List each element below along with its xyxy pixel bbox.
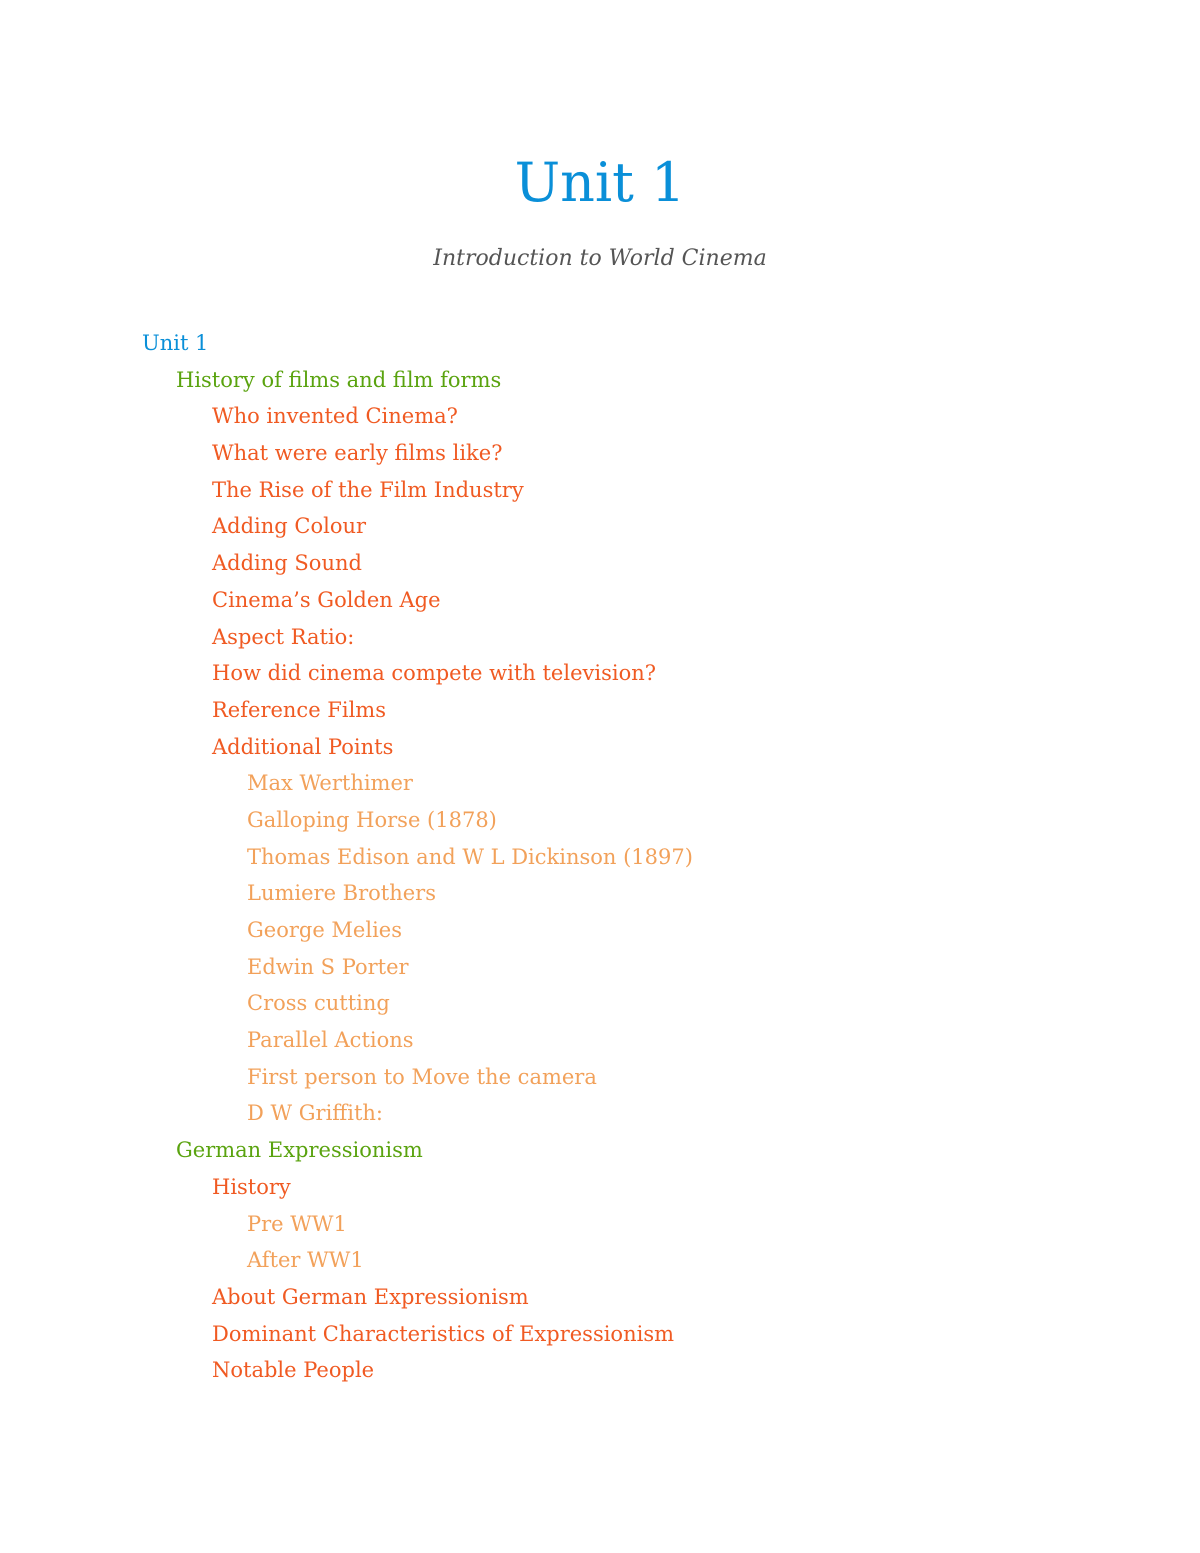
page-title: Unit 1 <box>514 151 686 214</box>
toc-entry-level-3[interactable]: Who invented Cinema? <box>212 404 458 429</box>
toc-entry-level-2[interactable]: History of films and film forms <box>176 367 502 392</box>
toc-entry-level-3[interactable]: Adding Colour <box>212 514 367 539</box>
toc-entry-level-4[interactable]: D W Griffith: <box>247 1101 383 1126</box>
toc-entry-level-1[interactable]: Unit 1 <box>142 331 209 355</box>
toc-entry-level-4[interactable]: After WW1 <box>247 1248 364 1273</box>
toc-entry-level-4[interactable]: First person to Move the camera <box>247 1064 597 1089</box>
toc-entry-level-4[interactable]: George Melies <box>247 918 402 942</box>
toc-entry-level-3[interactable]: Reference Films <box>212 697 386 722</box>
toc-entry-level-3[interactable]: What were early films like? <box>212 441 503 466</box>
toc-entry-level-3[interactable]: Cinema’s Golden Age <box>212 587 441 612</box>
toc-entry-level-3[interactable]: Additional Points <box>212 734 394 759</box>
toc-entry-level-2[interactable]: German Expressionism <box>176 1138 423 1163</box>
toc-entry-level-3[interactable]: Notable People <box>212 1358 375 1383</box>
toc-entry-level-3[interactable]: Adding Sound <box>212 551 362 576</box>
toc-entry-level-3[interactable]: Aspect Ratio: <box>212 624 355 649</box>
toc-entry-level-4[interactable]: Lumiere Brothers <box>247 881 436 906</box>
toc-entry-level-4[interactable]: Thomas Edison and W L Dickinson (1897) <box>247 844 693 869</box>
toc-entry-level-3[interactable]: About German Expressionism <box>212 1284 529 1309</box>
toc-entry-level-3[interactable]: The Rise of the Film Industry <box>212 477 524 502</box>
toc-entry-level-4[interactable]: Pre WW1 <box>247 1211 347 1236</box>
toc-entry-level-4[interactable]: Galloping Horse (1878) <box>247 807 497 832</box>
toc-entry-level-3[interactable]: How did cinema compete with television? <box>212 661 656 686</box>
toc-entry-level-4[interactable]: Max Werthimer <box>247 771 413 796</box>
toc-entry-level-4[interactable]: Edwin S Porter <box>247 954 409 979</box>
page-subtitle: Introduction to World Cinema <box>433 246 767 271</box>
table-of-contents <box>142 325 1142 1389</box>
toc-entry-level-4[interactable]: Cross cutting <box>247 991 390 1016</box>
toc-entry-level-4[interactable]: Parallel Actions <box>247 1028 414 1053</box>
toc-entry-level-3[interactable]: Dominant Characteristics of Expressionism <box>212 1321 675 1346</box>
toc-entry-level-3[interactable]: History <box>212 1174 291 1199</box>
